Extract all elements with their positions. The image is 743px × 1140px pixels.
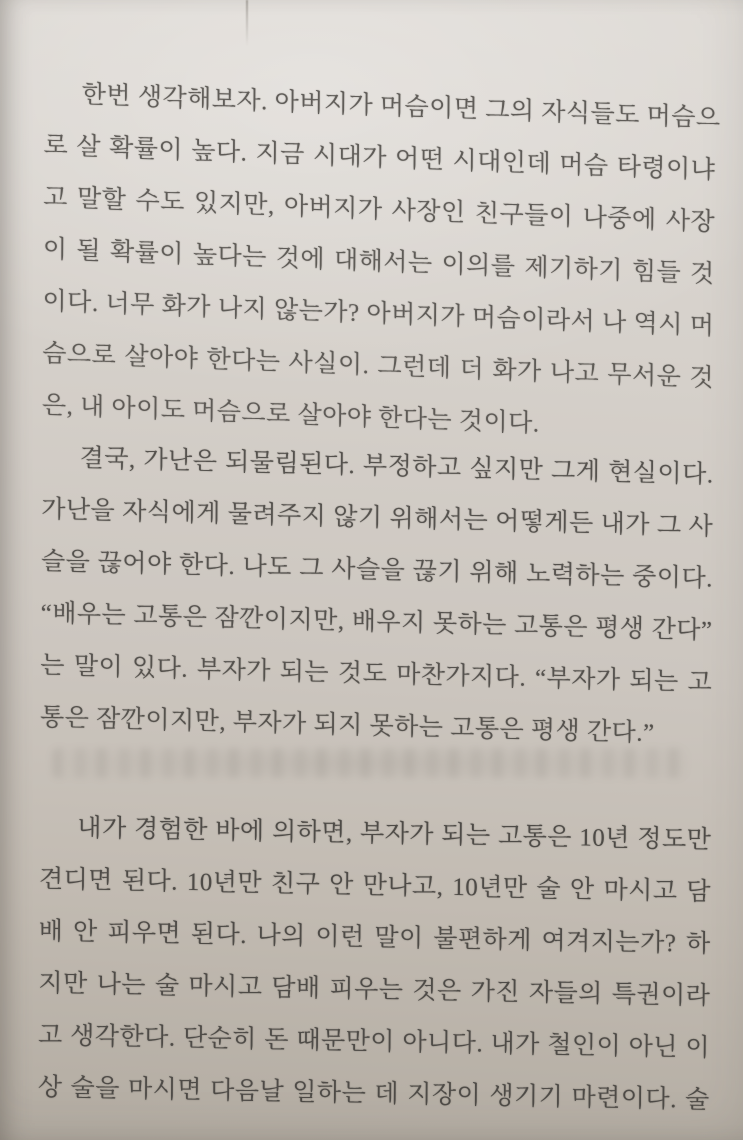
show-through-text-band [52,748,688,778]
paragraph [38,802,712,1127]
paragraph [40,432,714,762]
text-line: 은, 내 아이도 머슴으로 살아야 한다는 것이다. [41,391,540,438]
text-line: 고 생각한다. 단순히 돈 때문만이 아니다. 내가 철인이 아닌 이 [38,1021,711,1062]
text-line: 로 살 확률이 높다. 지금 시대가 어떤 시대인데 머슴 타령이냐 [43,131,716,185]
text-line: 지만 나는 술 마시고 담배 피우는 것은 가진 자들의 특권이라 [38,969,711,1010]
text-line: 결국, 가난은 되물림된다. 부정하고 싶지만 그게 현실이다. [79,444,714,489]
text-line: 는 말이 있다. 부자가 되는 것도 마찬가지다. “부자가 되는 고 [40,651,713,697]
text-line: 한번 생각해보자. 아버지가 머슴이면 그의 자식들도 머슴으 [81,81,721,133]
text-line: 견디면 된다. 10년만 친구 안 만나고, 10년만 술 안 마시고 담 [38,865,712,906]
text-line: 배 안 피우면 된다. 나의 이런 말이 불편하게 여겨지는가? 하 [38,917,711,958]
text-line: 슴으로 살아야 한다는 사실이. 그런데 더 화가 나고 무서운 것 [42,339,715,393]
page-text [37,68,721,1118]
paragraph [41,68,721,457]
text-line: 고 말할 수도 있지만, 아버지가 사장인 친구들이 나중에 사장 [43,183,716,237]
text-line: 내가 경험한 바에 의하면, 부자가 되는 고통은 10년 정도만 [77,814,712,854]
text-line: 가난을 자식에게 물려주지 않기 위해서는 어떻게든 내가 그 사 [41,495,714,541]
text-line: 상 술을 마시면 다음날 일하는 데 지장이 생기기 마련이다. 술 [37,1073,710,1114]
text-line: 이 될 확률이 높다는 것에 대해서는 이의를 제기하기 힘들 것 [42,235,715,289]
page-crease-mark [246,0,248,46]
text-line: 이다. 너무 화가 나지 않는가? 아버지가 머슴이라서 나 역시 머 [42,287,715,341]
text-line: 통은 잠깐이지만, 부자가 되지 못하는 고통은 평생 간다.” [39,703,655,748]
text-line: 슬을 끊어야 한다. 나도 그 사슬을 끊기 위해 노력하는 중이다. [40,547,713,593]
text-line: “배우는 고통은 잠깐이지만, 배우지 못하는 고통은 평생 간다” [40,599,713,645]
